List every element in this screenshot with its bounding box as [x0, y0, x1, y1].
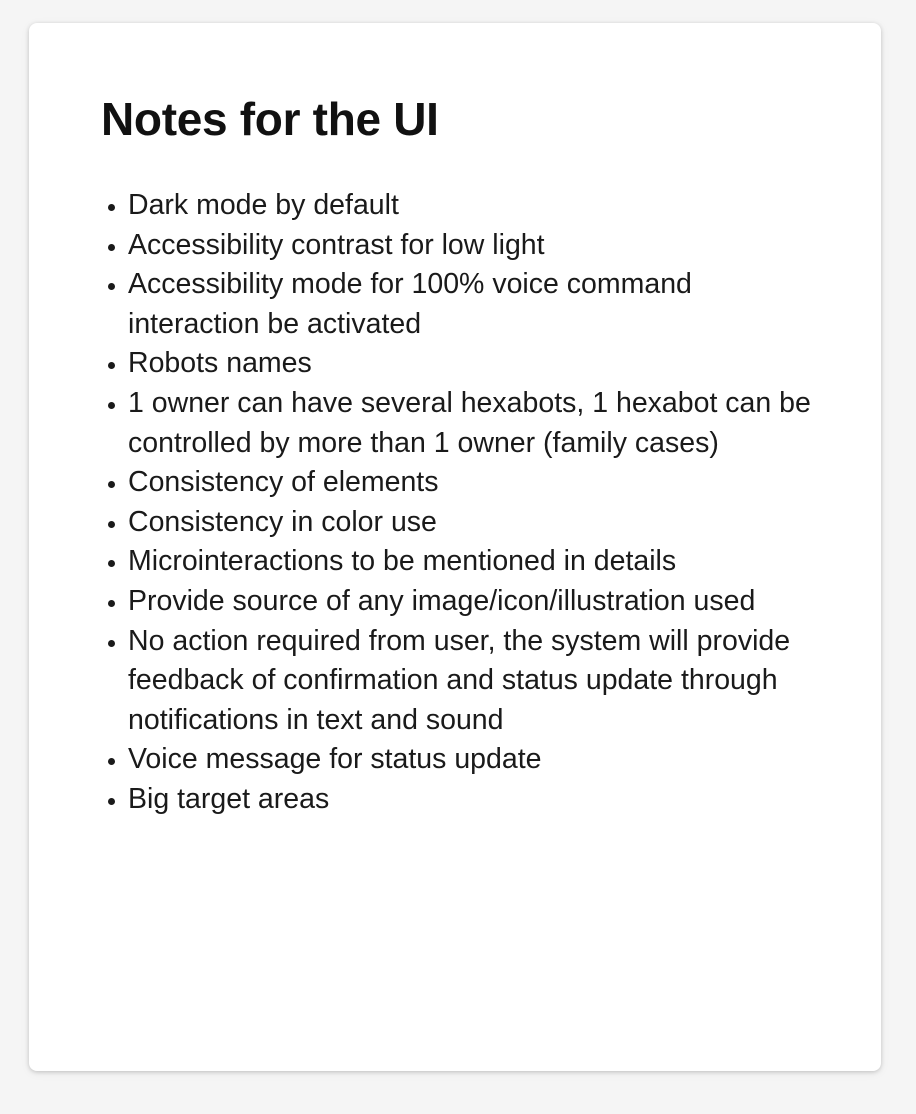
list-item: • Consistency in color use: [128, 503, 828, 543]
list-item: • Provide source of any image/icon/illustration used: [128, 582, 828, 622]
list-item: • Robots names: [128, 344, 828, 384]
list-item: • Accessibility contrast for low light: [128, 226, 828, 266]
list-item: • 1 owner can have several hexabots, 1 hexabot can be controlled by more than 1 owner (family cases): [128, 384, 828, 463]
list-item: • Voice message for status update: [128, 740, 828, 780]
list-item: • Consistency of elements: [128, 463, 828, 503]
notes-title: Notes for the UI: [101, 93, 439, 145]
list-item: • Big target areas: [128, 780, 828, 820]
notes-list: [100, 186, 828, 820]
list-item: • No action required from user, the system will provide feedback of confirmation and status update through notifications in text and sound: [128, 622, 828, 741]
notes-card: [29, 23, 881, 1071]
list-item: • Microinteractions to be mentioned in details: [128, 542, 828, 582]
list-item: • Accessibility mode for 100% voice command interaction be activated: [128, 265, 828, 344]
list-item: • Dark mode by default: [128, 186, 828, 226]
